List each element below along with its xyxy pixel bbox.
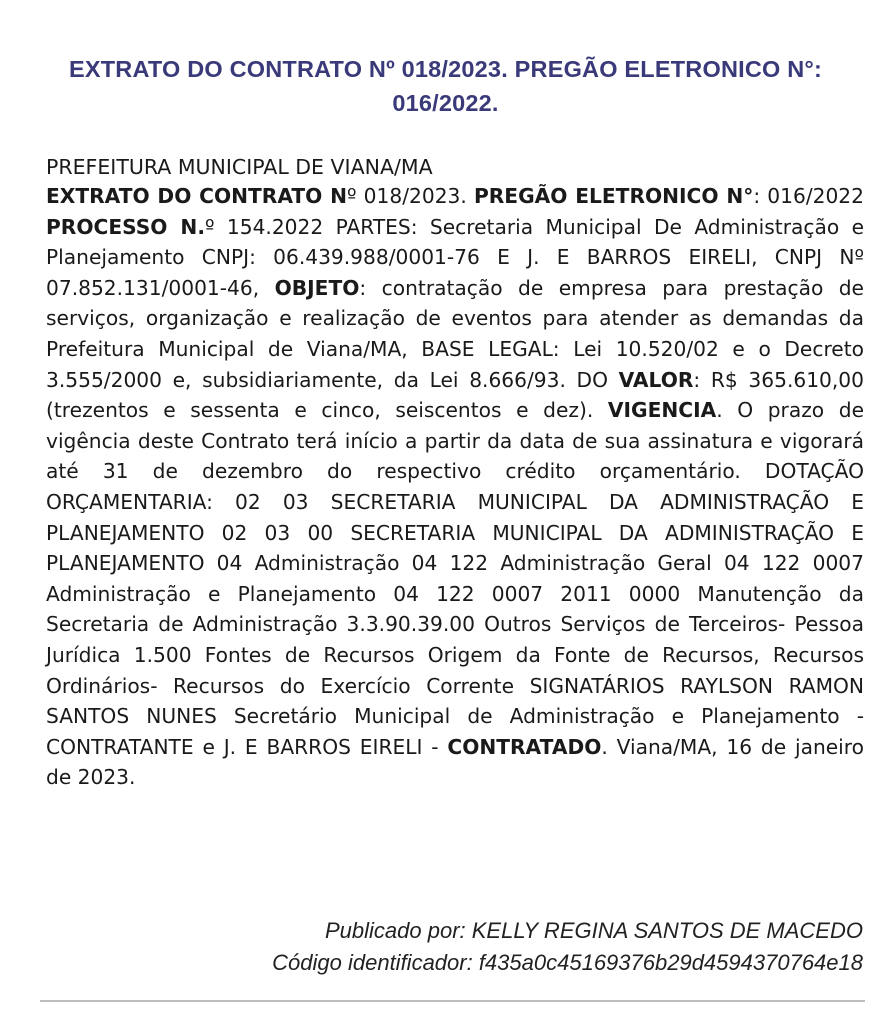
vigencia-value: . O prazo de vigência deste Contrato terá início a partir da data de sua assinatura e vigorará até 31 de dezembro do respectivo crédito orçamentário. DOTAÇÃO ORÇAMENTARIA: 02 03 SECRETARIA MUNICIPAL DA ADMINISTRAÇÃO E PLANEJAMENTO 02 03 00 SECRETARIA MUNICIPAL DA ADMINISTRAÇÃO E PLANEJAMENTO 04 Administração 04 122 Administração Geral 04 122 0007 Administração e Planejamento 04 122 0007 2011 0000 Manutenção da Secretaria de Administração 3.3.90.39.00 Outros Serviços de Terceiros- Pessoa Jurídica 1.500 Fontes de Recursos Origem da Fonte de Recursos, Recursos Ordinários- Recursos do Exercício Corrente SIGNATÁRIOS RAYLSON RAMON SANTOS NUNES Secretário Municipal de Administração e Planejamento - CONTRATANTE e J. E BARROS EIRELI - [46,398,864,759]
processo-label: PROCESSO N. [46,214,205,239]
objeto-value: : contratação de empresa para prestação de serviços, organização e realização de eventos para atender as demandas da Prefeitura Municipal de Viana/MA, BASE LEGAL: Lei 10.520/02 e o Decreto 3.555/2000 e, subsidiariamente, da Lei 8.666/93. DO [46,275,864,392]
extrato-value: 018/2023. [356,184,474,208]
identifier-code: Código identificador: f435a0c45169376b29d4594370764e18 [272,950,863,975]
divider [40,1000,865,1002]
title-line-2: 016/2022. [392,90,499,116]
pregao-label: PREGÃO ELETRONICO N° [473,184,754,208]
title-line-1: EXTRATO DO CONTRATO Nº 018/2023. PREGÃO ELETRONICO N°: [68,56,823,82]
valor-label: VALOR [618,367,694,392]
published-by: Publicado por: KELLY REGINA SANTOS DE MACEDO [324,918,863,943]
extrato-ordinal: º [346,184,357,208]
page-title [30,52,861,120]
processo-value: 154.2022 PARTES: Secretaria Municipal De Administração e Planejamento CNPJ: 06.439.988/0001-76 E J. E BARROS EIRELI, CNPJ Nº 07.852.131/0001-46, [46,214,864,300]
extrato-label: EXTRATO DO CONTRATO N [46,184,347,208]
contratado-label: CONTRATADO [447,734,602,759]
contract-extract-body [46,181,864,793]
pregao-value: : 016/2022 [753,184,864,208]
valor-value: : R$ 365.610,00 (trezentos e sessenta e cinco, seiscentos e dez). [46,367,864,423]
closing-text: . Viana/MA, 16 de janeiro de 2023. [46,734,864,790]
objeto-label: OBJETO [274,275,360,300]
publication-signature [272,915,863,979]
organization-name: PREFEITURA MUNICIPAL DE VIANA/MA [46,155,433,179]
vigencia-label: VIGENCIA [607,398,717,423]
processo-ordinal: º [205,214,215,239]
